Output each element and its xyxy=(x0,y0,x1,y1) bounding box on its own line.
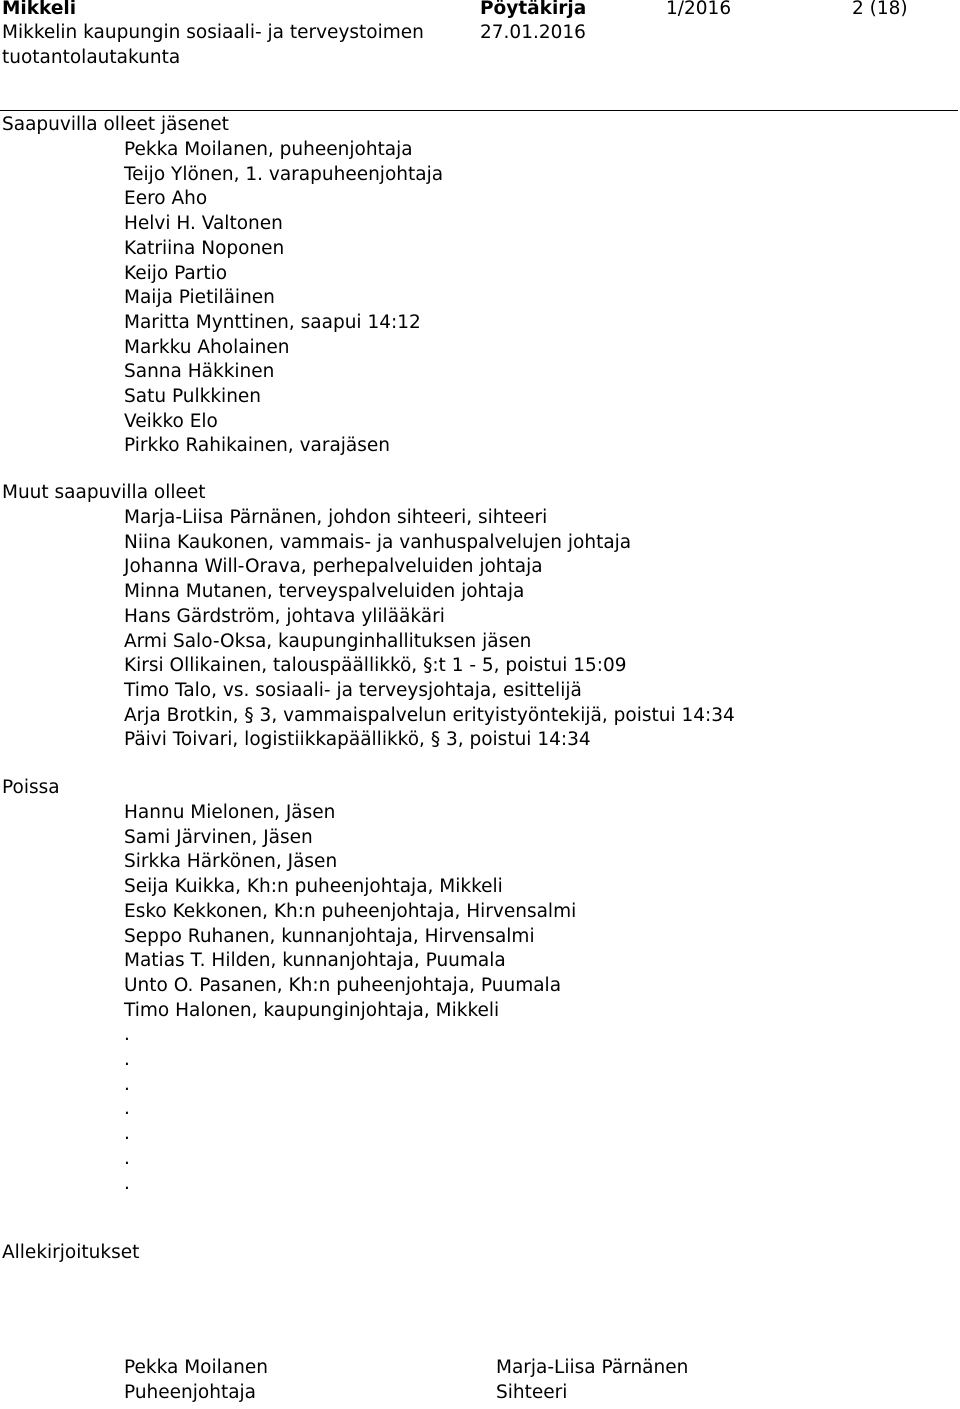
list-item: Seppo Ruhanen, kunnanjohtaja, Hirvensalmi xyxy=(124,925,535,947)
list-item: Sanna Häkkinen xyxy=(124,361,275,383)
list-item: Veikko Elo xyxy=(124,410,218,432)
list-item: Teijo Ylönen, 1. varapuheenjohtaja xyxy=(124,163,444,185)
list-item: Hans Gärdström, johtava ylilääkäri xyxy=(124,605,445,627)
meeting-number: 1/2016 xyxy=(666,0,732,19)
list-item: Kirsi Ollikainen, talouspäällikkö, §:t 1 - 5, poistui 15:09 xyxy=(124,655,627,677)
list-item: Päivi Toivari, logistiikkapäällikkö, § 3, poistui 14:34 xyxy=(124,729,591,751)
list-item: Helvi H. Valtonen xyxy=(124,213,283,235)
chair-signature-name: Pekka Moilanen xyxy=(124,1357,268,1378)
document-type: Pöytäkirja xyxy=(480,0,587,19)
list-item: . xyxy=(124,1098,130,1120)
list-item: Keijo Partio xyxy=(124,262,228,284)
present-members-list xyxy=(124,138,443,459)
list-item: Pirkko Rahikainen, varajäsen xyxy=(124,435,391,457)
others-present-label: Muut saapuvilla olleet xyxy=(2,482,206,503)
list-item: Maija Pietiläinen xyxy=(124,287,275,309)
list-item: Maritta Mynttinen, saapui 14:12 xyxy=(124,311,421,333)
list-item: . xyxy=(124,1073,130,1095)
others-present-list xyxy=(124,506,735,753)
list-item: Timo Halonen, kaupunginjohtaja, Mikkeli xyxy=(124,999,500,1021)
list-item: Hannu Mielonen, Jäsen xyxy=(124,802,336,823)
list-item: Marja-Liisa Pärnänen, johdon sihteeri, sihteeri xyxy=(124,507,548,528)
list-item: Sirkka Härkönen, Jäsen xyxy=(124,851,338,873)
list-item: Minna Mutanen, terveyspalveluiden johtaja xyxy=(124,581,525,603)
list-item: Unto O. Pasanen, Kh:n puheenjohtaja, Puumala xyxy=(124,974,562,996)
list-item: Esko Kekkonen, Kh:n puheenjohtaja, Hirvensalmi xyxy=(124,900,577,922)
list-item: . xyxy=(124,1172,130,1194)
list-item: Seija Kuikka, Kh:n puheenjohtaja, Mikkeli xyxy=(124,876,503,898)
list-item: Niina Kaukonen, vammais- ja vanhuspalvelujen johtaja xyxy=(124,531,632,553)
chair-signature-role: Puheenjohtaja xyxy=(124,1382,257,1403)
secretary-signature-role: Sihteeri xyxy=(496,1382,568,1403)
list-item: Markku Aholainen xyxy=(124,336,290,358)
list-item: . xyxy=(124,1049,130,1071)
list-item: Eero Aho xyxy=(124,188,208,210)
meeting-date: 27.01.2016 xyxy=(480,22,586,43)
absent-label: Poissa xyxy=(2,777,60,798)
list-item: Pekka Moilanen, puheenjohtaja xyxy=(124,139,413,160)
list-item: Satu Pulkkinen xyxy=(124,386,262,408)
list-item: Katriina Noponen xyxy=(124,237,285,259)
list-item: . xyxy=(124,1123,130,1145)
organ-name-line1: Mikkelin kaupungin sosiaali- ja terveystoimen xyxy=(2,22,424,43)
header-divider xyxy=(0,110,958,111)
list-item: Timo Talo, vs. sosiaali- ja terveysjohtaja, esittelijä xyxy=(124,679,582,701)
list-item: Johanna Will-Orava, perhepalveluiden johtaja xyxy=(124,556,543,578)
list-item: Arja Brotkin, § 3, vammaispalvelun erityistyöntekijä, poistui 14:34 xyxy=(124,704,735,726)
page-number: 2 (18) xyxy=(852,0,908,19)
list-item: . xyxy=(124,1024,130,1046)
municipality-name: Mikkeli xyxy=(2,0,77,19)
present-members-label: Saapuvilla olleet jäsenet xyxy=(2,114,229,135)
organ-name-line2: tuotantolautakunta xyxy=(2,47,181,68)
absent-list xyxy=(124,801,576,1196)
signatures-label: Allekirjoitukset xyxy=(2,1242,140,1263)
list-item: Sami Järvinen, Jäsen xyxy=(124,826,313,848)
list-item: Matias T. Hilden, kunnanjohtaja, Puumala xyxy=(124,950,506,972)
list-item: Armi Salo-Oksa, kaupunginhallituksen jäsen xyxy=(124,630,532,652)
secretary-signature-name: Marja-Liisa Pärnänen xyxy=(496,1357,689,1378)
list-item: . xyxy=(124,1147,130,1169)
